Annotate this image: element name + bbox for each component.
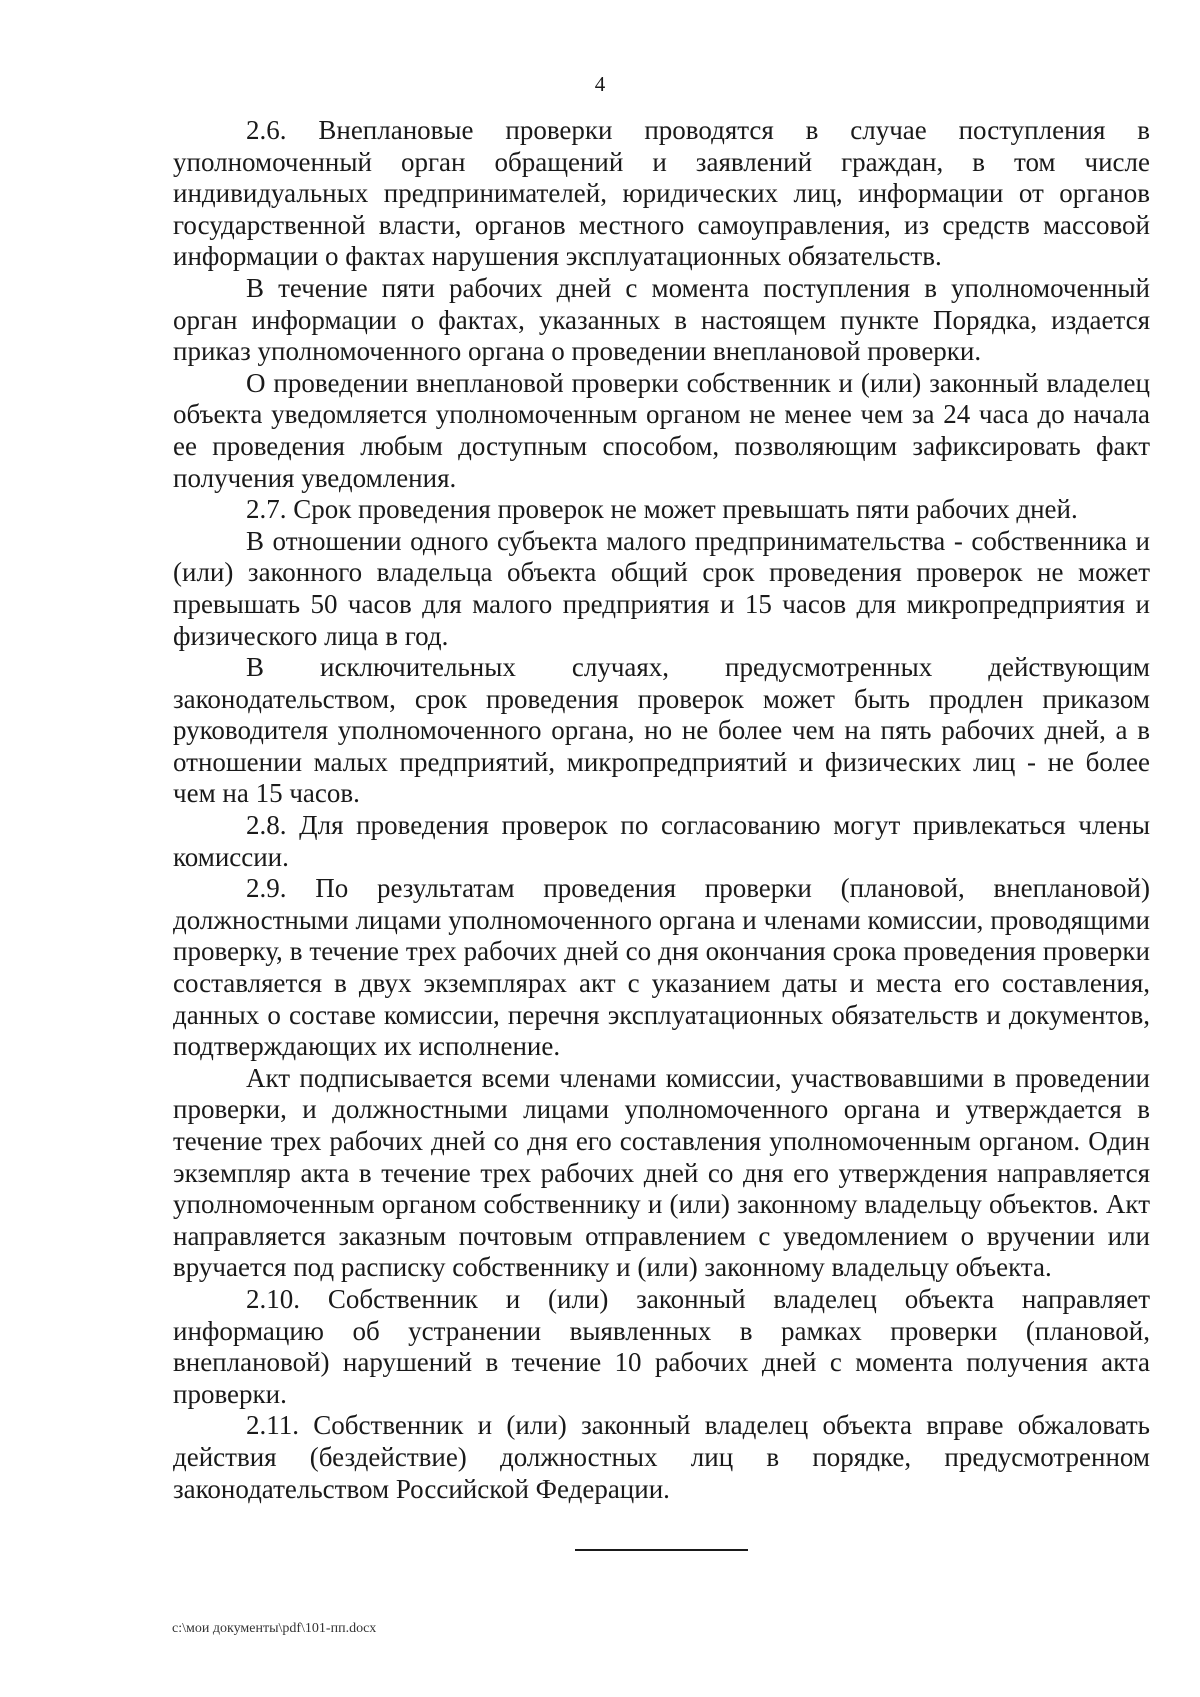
paragraph-2-8: 2.8. Для проведения проверок по согласованию могут привлекаться члены комиссии. bbox=[173, 810, 1150, 872]
paragraph-2-10: 2.10. Собственник и (или) законный владелец объекта направляет информацию об устранении выявленных в рамках проверки (плановой, внеплановой) нарушений в течение 10 рабочих дней с момента получения акта проверки. bbox=[173, 1283, 1150, 1409]
paragraph-2-11: 2.11. Собственник и (или) законный владелец объекта вправе обжаловать действия (бездействие) должностных лиц в порядке, предусмотренном законодательством Российской Федерации. bbox=[173, 1410, 1150, 1504]
end-divider-line bbox=[575, 1549, 748, 1551]
paragraph-2-7-small-business: В отношении одного субъекта малого предпринимательства - собственника и (или) законного владельца объекта общий срок проведения проверок не может превышать 50 часов для малого предприятия и 15 часов для микропредприятия и физического лица в год. bbox=[173, 525, 1150, 651]
footer-file-path: c:\мои документы\pdf\101-пп.docx bbox=[172, 1621, 377, 1636]
paragraph-2-7: 2.7. Срок проведения проверок не может превышать пяти рабочих дней. bbox=[246, 494, 1078, 525]
document-body bbox=[173, 115, 1150, 1505]
paragraph-2-6-notice-order: В течение пяти рабочих дней с момента поступления в уполномоченный орган информации о фактах, указанных в настоящем пункте Порядка, издается приказ уполномоченного органа о проведении внеплановой проверки. bbox=[173, 272, 1150, 367]
paragraph-2-9-act-signing: Акт подписывается всеми членами комиссии, участвовавшими в проведении проверки, и должностными лицами уполномоченного органа и утверждается в течение трех рабочих дней со дня его составления уполномоченным органом. Один экземпляр акта в течение трех рабочих дней со дня его утверждения направляется уполномоченным органом собственнику и (или) законному владельцу объектов. Акт направляется заказным почтовым отправлением с уведомлением о вручении или вручается под расписку собственнику и (или) законному владельцу объекта. bbox=[173, 1062, 1150, 1283]
paragraph-2-6: 2.6. Внеплановые проверки проводятся в случае поступления в уполномоченный орган обращений и заявлений граждан, в том числе индивидуальных предпринимателей, юридических лиц, информации от органов государственной власти, органов местного самоуправления, из средств массовой информации о фактах нарушения эксплуатационных обязательств. bbox=[173, 115, 1150, 272]
page-number: 4 bbox=[594, 72, 606, 96]
paragraph-2-7-extension: В исключительных случаях, предусмотренных действующим законодательством, срок проведения проверок может быть продлен приказом руководителя уполномоченного органа, но не более чем на пять рабочих дней, а в отношении малых предприятий, микропредприятий и физических лиц - не более чем на 15 часов. bbox=[173, 652, 1150, 809]
paragraph-2-6-owner-notification: О проведении внеплановой проверки собственник и (или) законный владелец объекта уведомляется уполномоченным органом не менее чем за 24 часа до начала ее проведения любым доступным способом, позволяющим зафиксировать факт получения уведомления. bbox=[173, 367, 1150, 493]
paragraph-2-9: 2.9. По результатам проведения проверки (плановой, внеплановой) должностными лицами уполномоченного органа и членами комиссии, проводящими проверку, в течение трех рабочих дней со дня окончания срока проведения проверки составляется в двух экземплярах акт с указанием даты и места его составления, данных о составе комиссии, перечня эксплуатационных обязательств и документов, подтверждающих их исполнение. bbox=[173, 873, 1150, 1062]
